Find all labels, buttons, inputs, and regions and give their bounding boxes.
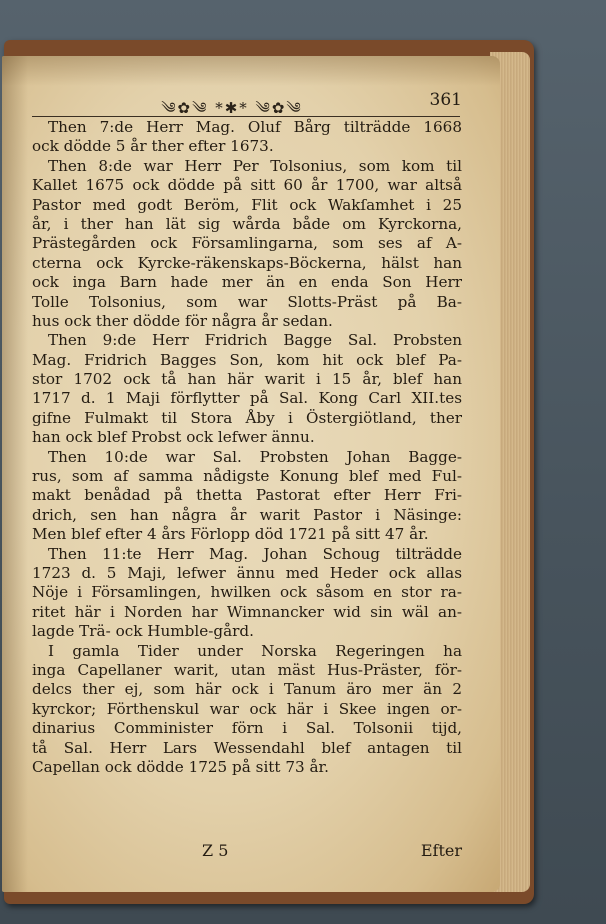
text-line: Men blef efter 4 års Förlopp död 1721 på sitt 47 år.: [32, 525, 429, 544]
text-line: Then 8:de war Herr Per Tolsonius, som kom til: [48, 156, 462, 175]
text-line: han ock blef Probst ock lefwer ännu.: [32, 428, 315, 447]
text-line: inga Capellaner warit, utan mäst Hus-Präster, för-: [32, 660, 462, 679]
text-line: dinarius Comminister förn i Sal. Tolsonii tijd,: [32, 719, 462, 738]
text-line: Tolle Tolsonius, som war Slotts-Präst på Ba-: [32, 292, 462, 311]
text-line: delcs ther ej, som här ock i Tanum äro mer än 2: [32, 680, 462, 699]
text-line: ock dödde 5 år ther efter 1673.: [32, 137, 274, 156]
text-line: stor 1702 ock tå han här warit i 15 år, blef han: [32, 370, 462, 389]
text-line: Then 7:de Herr Mag. Oluf Bårg tilträdde 1668: [48, 118, 462, 136]
text-line: Pastor med godt Beröm, Flit ock Wakſamhet i 25: [32, 195, 462, 214]
text-line: 1717 d. 1 Maji förflytter på Sal. Kong Carl XII.tes: [32, 389, 462, 408]
text-line: kyrckor; Förthenskul war ock här i Skee ingen or-: [32, 699, 462, 718]
page-footer: [32, 841, 462, 865]
text-line: gifne Fulmakt til Stora Åby i Östergiötland, ther: [32, 408, 462, 427]
text-line: Kallet 1675 ock dödde på sitt 60 år 1700, war altså: [32, 176, 462, 195]
text-line: 1723 d. 5 Maji, lefwer ännu med Heder ock allas: [32, 563, 462, 582]
catchword: Efter: [420, 841, 462, 860]
text-line: lagde Trä- ock Humble-gård.: [32, 622, 254, 641]
text-line: Then 10:de war Sal. Probsten Johan Bagge-: [48, 447, 462, 466]
text-line: cterna ock Kyrcke-räkenskaps-Böckerna, hälst han: [32, 253, 462, 272]
text-line: I gamla Tider under Norska Regeringen ha: [48, 641, 462, 660]
text-line: drich, sen han några år warit Pastor i Näsinge:: [32, 505, 462, 524]
text-line: makt benådad på thetta Pastorat efter Herr Fri-: [32, 486, 462, 505]
page-header: [32, 88, 462, 118]
text-line: ritet här i Norden har Wimnancker wid sin wäl an-: [32, 602, 462, 621]
page-shading-gutter: [2, 56, 28, 892]
header-ornament: ༄✿༄ *✱* ༄✿༄: [161, 99, 303, 117]
text-line: år, i ther han lät sig wårda både om Kyrckorna,: [32, 214, 462, 233]
text-line: hus ock ther dödde för några år sedan.: [32, 311, 333, 330]
text-line: Then 11:te Herr Mag. Johan Schoug tilträdde: [48, 544, 462, 563]
text-line: Nöje i Församlingen, hwilken ock såsom en stor ra-: [32, 583, 462, 602]
body-text: [32, 118, 462, 777]
text-line: Capellan ock dödde 1725 på sitt 73 år.: [32, 757, 329, 776]
signature-mark: Z 5: [202, 841, 229, 860]
text-line: Prästegården ock Församlingarna, som ses af A-: [32, 234, 462, 253]
text-line: ock inga Barn hade mer än en enda Son Herr: [32, 273, 462, 292]
text-line: Then 9:de Herr Fridrich Bagge Sal. Probsten: [48, 331, 462, 350]
header-rule: [32, 116, 460, 117]
page-number: 361: [429, 90, 462, 110]
text-line: tå Sal. Herr Lars Wessendahl blef antagen til: [32, 738, 462, 757]
text-line: Mag. Fridrich Bagges Son, kom hit ock blef Pa-: [32, 350, 462, 369]
page-shading-top: [2, 56, 500, 86]
book-page: [2, 56, 500, 892]
text-line: rus, som af samma nådigste Konung blef med Ful-: [32, 467, 462, 486]
